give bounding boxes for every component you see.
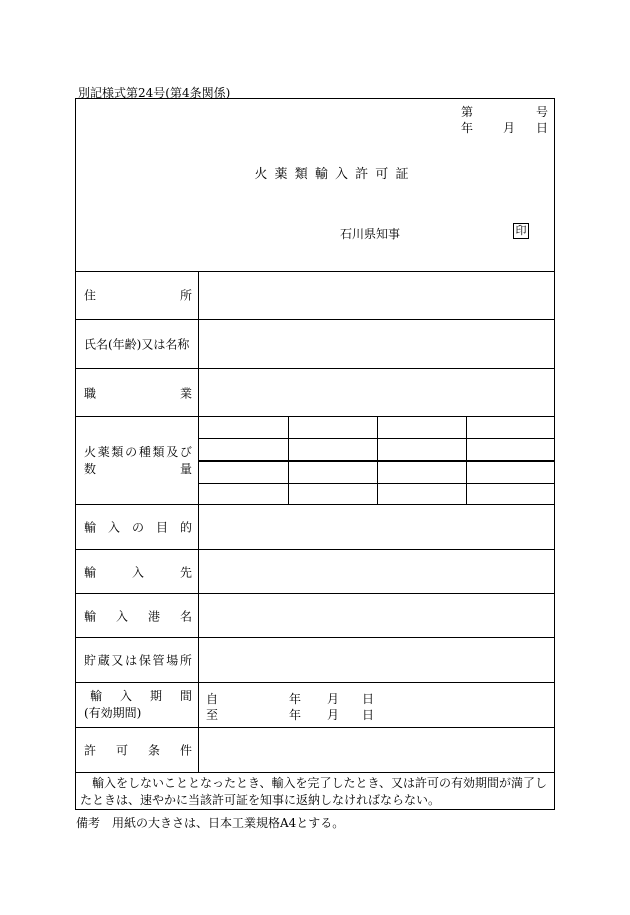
period-to-day: 日 — [362, 708, 375, 722]
kinds-quantity-grid[interactable] — [199, 417, 554, 504]
grid-line — [466, 417, 467, 504]
field-storage[interactable] — [199, 638, 554, 682]
field-destination[interactable] — [199, 550, 554, 593]
number-suffix: 号 — [535, 105, 548, 119]
period-to — [206, 706, 554, 720]
period-to-month: 月 — [327, 708, 340, 722]
row-storage — [76, 638, 554, 683]
label-kinds-quantity — [84, 444, 192, 478]
label-period-line1: 輸 入 期 間 — [90, 689, 192, 703]
label-destination: 輸 入 先 — [84, 565, 192, 579]
return-notice: 輸入をしないこととなったとき、輸入を完了したとき、又は許可の有効期間が満了したときは、速やかに当該許可証を知事に返納しなければならない。 — [80, 776, 548, 807]
label-address: 住 所 — [84, 288, 192, 303]
grid-line — [377, 417, 378, 504]
label-port: 輸 入 港 名 — [84, 609, 192, 623]
field-port[interactable] — [199, 594, 554, 637]
period-from-day: 日 — [362, 692, 375, 706]
document-title: 火薬類輸入許可証 — [254, 167, 416, 182]
label-purpose: 輸 入 の 目 的 — [84, 520, 192, 535]
number-prefix: 第 — [461, 105, 474, 119]
grid-line — [288, 417, 289, 504]
field-period[interactable] — [199, 683, 554, 727]
seal-mark: 印 — [513, 223, 529, 239]
field-conditions[interactable] — [199, 728, 554, 772]
issuer-name: 石川県知事 — [340, 227, 401, 241]
row-purpose — [76, 505, 554, 550]
remark: 備考 用紙の大きさは、日本工業規格A4とする。 — [76, 816, 345, 830]
period-to-year: 年 — [289, 708, 302, 722]
label-storage: 貯 蔵 又 は 保 管 場 所 — [84, 653, 192, 668]
date-month: 月 — [503, 121, 516, 135]
period-from — [206, 690, 554, 704]
label-occupation: 職 業 — [84, 386, 192, 400]
field-name[interactable] — [199, 320, 554, 368]
label-kinds-line1: 火 薬 類 の 種 類 及 び — [84, 444, 192, 459]
period-from-label: 自 — [206, 692, 219, 706]
field-purpose[interactable] — [199, 505, 554, 549]
label-period — [84, 688, 192, 722]
row-destination — [76, 550, 554, 594]
form-header — [76, 99, 554, 272]
date-day: 日 — [535, 121, 548, 135]
form-reference: 別記様式第24号(第4条関係) — [78, 86, 231, 100]
label-kinds-line2: 数 量 — [84, 461, 192, 476]
date-year: 年 — [461, 121, 474, 135]
row-period — [76, 683, 554, 728]
label-period-line2: (有効期間) — [84, 706, 142, 720]
field-address[interactable] — [199, 271, 554, 319]
row-occupation — [76, 369, 554, 417]
period-from-month: 月 — [327, 692, 340, 706]
label-conditions: 許 可 条 件 — [84, 743, 192, 758]
label-name: 氏名(年齢)又は名称 — [84, 337, 190, 352]
row-kinds-quantity — [76, 417, 554, 505]
row-port — [76, 594, 554, 638]
permit-form — [75, 98, 555, 810]
row-name — [76, 320, 554, 369]
field-occupation[interactable] — [199, 369, 554, 416]
row-address — [76, 271, 554, 320]
period-to-label: 至 — [206, 708, 219, 722]
period-from-year: 年 — [289, 692, 302, 706]
row-conditions — [76, 728, 554, 773]
